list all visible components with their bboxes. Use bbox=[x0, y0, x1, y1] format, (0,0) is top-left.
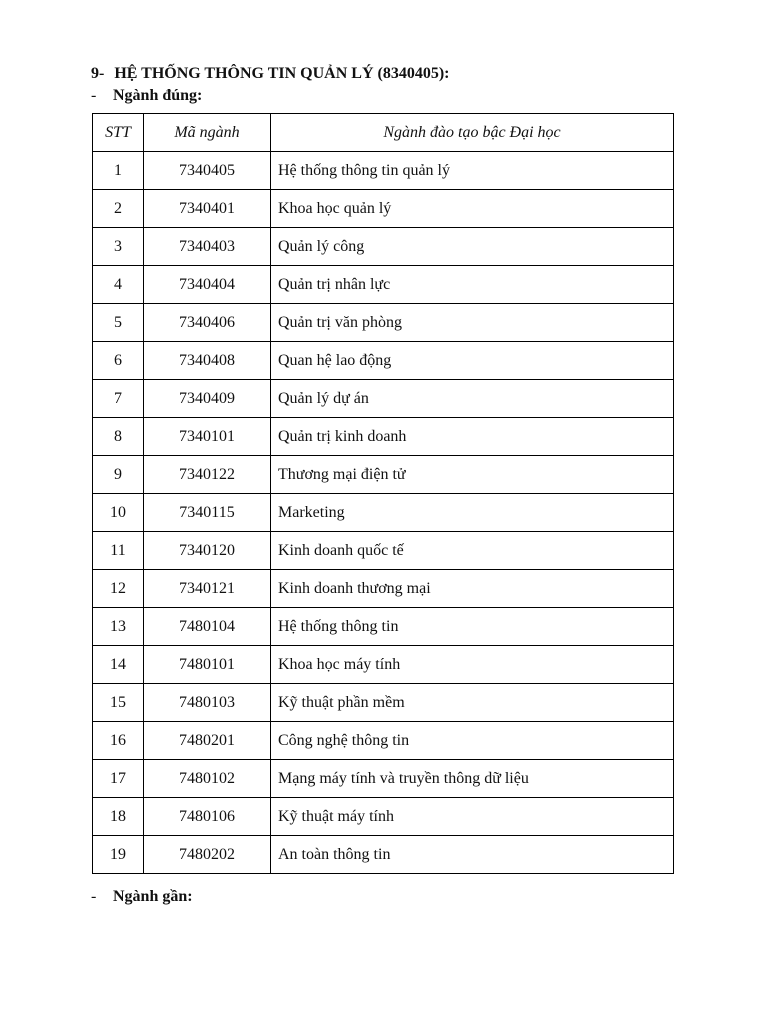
row-major-code: 7340121 bbox=[144, 570, 271, 608]
table-row bbox=[93, 266, 674, 304]
row-stt: 6 bbox=[93, 342, 144, 380]
row-major-name: Quan hệ lao động bbox=[271, 342, 674, 380]
table-row bbox=[93, 380, 674, 418]
row-major-code: 7480106 bbox=[144, 798, 271, 836]
row-major-name: Khoa học quản lý bbox=[271, 190, 674, 228]
row-major-code: 7340404 bbox=[144, 266, 271, 304]
table-row bbox=[93, 760, 674, 798]
row-stt: 12 bbox=[93, 570, 144, 608]
table-row bbox=[93, 532, 674, 570]
table-row bbox=[93, 304, 674, 342]
row-major-code: 7480104 bbox=[144, 608, 271, 646]
row-major-code: 7480201 bbox=[144, 722, 271, 760]
row-stt: 16 bbox=[93, 722, 144, 760]
section-heading bbox=[91, 65, 449, 83]
row-stt: 7 bbox=[93, 380, 144, 418]
row-major-code: 7340409 bbox=[144, 380, 271, 418]
row-major-name: Quản lý dự án bbox=[271, 380, 674, 418]
header-major-code: Mã ngành bbox=[144, 114, 271, 152]
row-major-name: Hệ thống thông tin quản lý bbox=[271, 152, 674, 190]
row-major-name: Kinh doanh quốc tế bbox=[271, 532, 674, 570]
correct-majors-heading bbox=[91, 87, 202, 105]
table-row bbox=[93, 456, 674, 494]
row-stt: 15 bbox=[93, 684, 144, 722]
row-major-code: 7480202 bbox=[144, 836, 271, 874]
row-major-code: 7340120 bbox=[144, 532, 271, 570]
table-row bbox=[93, 342, 674, 380]
row-stt: 17 bbox=[93, 760, 144, 798]
row-major-name: Khoa học máy tính bbox=[271, 646, 674, 684]
table-row bbox=[93, 190, 674, 228]
row-stt: 14 bbox=[93, 646, 144, 684]
table-row bbox=[93, 722, 674, 760]
row-major-name: Kinh doanh thương mại bbox=[271, 570, 674, 608]
close-majors-label: Ngành gần: bbox=[113, 888, 193, 905]
row-major-code: 7340406 bbox=[144, 304, 271, 342]
row-stt: 9 bbox=[93, 456, 144, 494]
row-major-name: Mạng máy tính và truyền thông dữ liệu bbox=[271, 760, 674, 798]
table-header-row bbox=[93, 114, 674, 152]
row-major-name: Quản lý công bbox=[271, 228, 674, 266]
row-major-name: Quản trị văn phòng bbox=[271, 304, 674, 342]
table-row bbox=[93, 228, 674, 266]
row-major-code: 7340405 bbox=[144, 152, 271, 190]
table-body bbox=[93, 152, 674, 874]
table-row bbox=[93, 684, 674, 722]
row-major-code: 7340115 bbox=[144, 494, 271, 532]
section-title: HỆ THỐNG THÔNG TIN QUẢN LÝ (8340405): bbox=[114, 65, 450, 82]
row-stt: 8 bbox=[93, 418, 144, 456]
correct-majors-label: Ngành đúng: bbox=[113, 87, 203, 104]
row-major-name: Quản trị nhân lực bbox=[271, 266, 674, 304]
row-stt: 11 bbox=[93, 532, 144, 570]
row-major-code: 7480101 bbox=[144, 646, 271, 684]
row-major-code: 7340101 bbox=[144, 418, 271, 456]
row-stt: 10 bbox=[93, 494, 144, 532]
row-major-name: Quản trị kinh doanh bbox=[271, 418, 674, 456]
row-major-name: An toàn thông tin bbox=[271, 836, 674, 874]
row-stt: 1 bbox=[93, 152, 144, 190]
row-stt: 4 bbox=[93, 266, 144, 304]
table-row bbox=[93, 646, 674, 684]
row-stt: 2 bbox=[93, 190, 144, 228]
table-row bbox=[93, 152, 674, 190]
table-row bbox=[93, 494, 674, 532]
row-major-name: Kỹ thuật máy tính bbox=[271, 798, 674, 836]
row-stt: 18 bbox=[93, 798, 144, 836]
table-row bbox=[93, 836, 674, 874]
table-row bbox=[93, 608, 674, 646]
row-stt: 3 bbox=[93, 228, 144, 266]
section-number: 9- bbox=[91, 65, 105, 82]
row-major-name: Công nghệ thông tin bbox=[271, 722, 674, 760]
row-stt: 19 bbox=[93, 836, 144, 874]
bullet-dash: - bbox=[91, 888, 97, 905]
row-major-code: 7480102 bbox=[144, 760, 271, 798]
row-major-name: Kỹ thuật phần mềm bbox=[271, 684, 674, 722]
row-major-code: 7340401 bbox=[144, 190, 271, 228]
table-row bbox=[93, 570, 674, 608]
row-major-code: 7340408 bbox=[144, 342, 271, 380]
row-stt: 13 bbox=[93, 608, 144, 646]
row-major-name: Hệ thống thông tin bbox=[271, 608, 674, 646]
header-stt: STT bbox=[93, 114, 144, 152]
row-major-code: 7340122 bbox=[144, 456, 271, 494]
majors-table bbox=[92, 113, 674, 874]
row-major-code: 7340403 bbox=[144, 228, 271, 266]
row-stt: 5 bbox=[93, 304, 144, 342]
header-major-name: Ngành đào tạo bậc Đại học bbox=[271, 114, 674, 152]
row-major-name: Marketing bbox=[271, 494, 674, 532]
bullet-dash: - bbox=[91, 87, 97, 104]
row-major-name: Thương mại điện tử bbox=[271, 456, 674, 494]
close-majors-heading bbox=[91, 888, 193, 906]
table-row bbox=[93, 798, 674, 836]
row-major-code: 7480103 bbox=[144, 684, 271, 722]
table-row bbox=[93, 418, 674, 456]
